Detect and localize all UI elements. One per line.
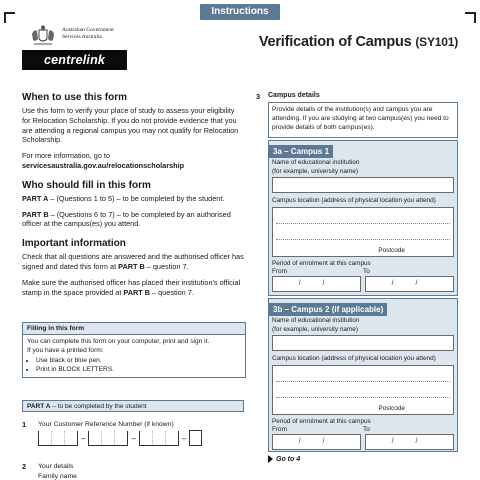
important-heading: Important information <box>22 238 126 250</box>
campus-2-from-label: From <box>272 426 287 433</box>
campus-1-to-date[interactable]: / / <box>365 276 454 292</box>
q1-text: Your Customer Reference Number (if known) <box>38 421 174 428</box>
campus-2-from-date[interactable]: / / <box>272 434 361 450</box>
part-b-label: PART B <box>22 209 49 219</box>
campus-1-postcode-label: Postcode <box>378 246 405 254</box>
part-a-text: – (Questions 1 to 5) – to be completed by the student. <box>48 193 225 203</box>
when-paragraph: Use this form to verify your place of study to assess your eligibility for Relocation Scholarship. If you do not provide evidence that you are attending a regional campus you may not qualify for Relocation Scholarship. <box>22 106 239 145</box>
inst-label-line-1: Name of educational institution <box>272 159 360 166</box>
part-b-text: – (Questions 6 to 7) – to be completed by an authorised officer at the campus(es) you attend. <box>22 209 231 229</box>
more-info <box>22 151 244 171</box>
address-line <box>276 239 450 240</box>
address-line <box>276 223 450 224</box>
campus-1-period-row <box>269 268 457 275</box>
campus-2-title: 3b – Campus 2 (if applicable) <box>269 303 387 316</box>
address-line <box>276 381 450 382</box>
campus-2-to-label: To <box>363 426 370 433</box>
campus-2-section <box>268 298 458 452</box>
more-info-text: For more information, go to <box>22 151 111 161</box>
filling-bullets <box>27 356 241 375</box>
campus-2-location-input[interactable] <box>272 365 454 415</box>
campus-1-from-date[interactable]: / / <box>272 276 361 292</box>
campus-2-dates <box>269 433 457 453</box>
campus-1-title: 3a – Campus 1 <box>269 145 333 158</box>
campus-2-period-row <box>269 426 457 433</box>
q2-text: Your details <box>38 463 74 470</box>
filling-heading: Filling in this form <box>23 323 245 335</box>
filling-line-1: You can complete this form on your computer, print and sign it. <box>27 338 210 345</box>
filling-bullet: • Print in BLOCK LETTERS. <box>36 365 241 374</box>
crn-check-char[interactable] <box>189 430 202 446</box>
go-to-4 <box>268 455 300 463</box>
part-a-bar-label: PART A <box>27 403 51 410</box>
campus-2-inst-label <box>269 317 457 334</box>
coat-of-arms-icon <box>28 24 58 48</box>
part-a-bar <box>22 400 244 412</box>
centrelink-logo: centrelink <box>22 50 127 70</box>
crn-dash: – <box>131 433 136 443</box>
more-info-link[interactable]: servicesaustralia.gov.au/relocationscholarship <box>22 160 185 170</box>
inst-label-line-2: (for example, university name) <box>272 325 358 333</box>
campus-1-from-label: From <box>272 268 287 275</box>
part-a-bar-text: – to be completed by the student <box>50 403 147 410</box>
when-heading: When to use this form <box>22 92 127 103</box>
crn-dash: – <box>81 433 86 443</box>
campus-2-period-label: Period of enrolment at this campus <box>272 417 371 425</box>
filling-body <box>23 335 245 377</box>
campus-1-period-label: Period of enrolment at this campus <box>272 259 371 267</box>
campus-1-institution-input[interactable] <box>272 177 454 193</box>
important-p1 <box>22 252 244 272</box>
important-p2-end: – question 7. <box>150 287 194 297</box>
go-to-4-text: Go to 4 <box>276 455 301 463</box>
crop-mark-top-right <box>465 12 476 23</box>
crn-field-1[interactable] <box>38 431 78 446</box>
address-line <box>276 397 450 398</box>
title-main: Verification of Campus <box>258 34 412 50</box>
gov-line-2: Services Australia <box>62 34 102 40</box>
q2-family-name-label: Family name <box>38 473 77 480</box>
page-title <box>259 34 458 50</box>
important-p1-start: Check that all questions are answered and the authorised officer has signed and dated this form at <box>22 252 244 271</box>
campus-2-to-date[interactable]: / / <box>365 434 454 450</box>
instructions-tab[interactable]: Instructions <box>200 4 280 20</box>
gov-line-1: Australian Government <box>62 27 114 33</box>
q3-intro: Provide details of the institution(s) and campus you are attending. If you are studying at two campus(es) you need to provide details of both campus(es). <box>268 102 458 138</box>
crn-field-3[interactable] <box>139 431 179 446</box>
inst-label-line-1: Name of educational institution <box>272 317 360 324</box>
arrow-right-icon <box>268 455 273 463</box>
campus-1-dates <box>269 275 457 295</box>
form-code: (SY101) <box>415 35 458 49</box>
campus-1-location-input[interactable] <box>272 207 454 257</box>
crop-mark-top-left <box>4 12 15 23</box>
campus-2-institution-input[interactable] <box>272 335 454 351</box>
instructions-column <box>22 92 244 303</box>
q2-number: 2 <box>22 462 27 471</box>
campus-1-location-label: Campus location (address of physical location you attend) <box>272 197 436 204</box>
inst-label-line-2: (for example, university name) <box>272 167 358 175</box>
filling-in-box <box>22 322 246 378</box>
important-p2-start: Make sure the authorised officer has placed their institution's official stamp in the space provided at <box>22 277 241 297</box>
filling-bullet: • Use black or blue pen. <box>36 356 241 365</box>
campus-1-to-label: To <box>363 268 370 275</box>
important-p1-end: – question 7. <box>144 261 189 271</box>
campus-1-section <box>268 140 458 296</box>
who-part-b <box>22 210 244 230</box>
crn-input-group[interactable] <box>38 430 202 446</box>
crn-field-2[interactable] <box>88 431 128 446</box>
who-heading: Who should fill in this form <box>22 179 151 191</box>
campus-2-location-label: Campus location (address of physical location you attend) <box>272 355 436 362</box>
q3-number: 3 <box>256 92 261 101</box>
campus-2-postcode-label: Postcode <box>378 404 405 412</box>
important-p1-bold: PART B <box>118 261 145 271</box>
filling-line-2: If you have a printed form: <box>27 347 104 355</box>
q1-number: 1 <box>22 420 27 429</box>
who-part-a <box>22 194 244 204</box>
government-wordmark <box>62 27 114 41</box>
campus-1-inst-label <box>269 159 457 176</box>
part-a-label: PART A <box>22 193 49 203</box>
crn-dash: – <box>181 433 187 443</box>
important-p2 <box>22 278 244 298</box>
important-p2-bold: PART B <box>123 287 151 297</box>
q3-heading: Campus details <box>268 92 320 99</box>
